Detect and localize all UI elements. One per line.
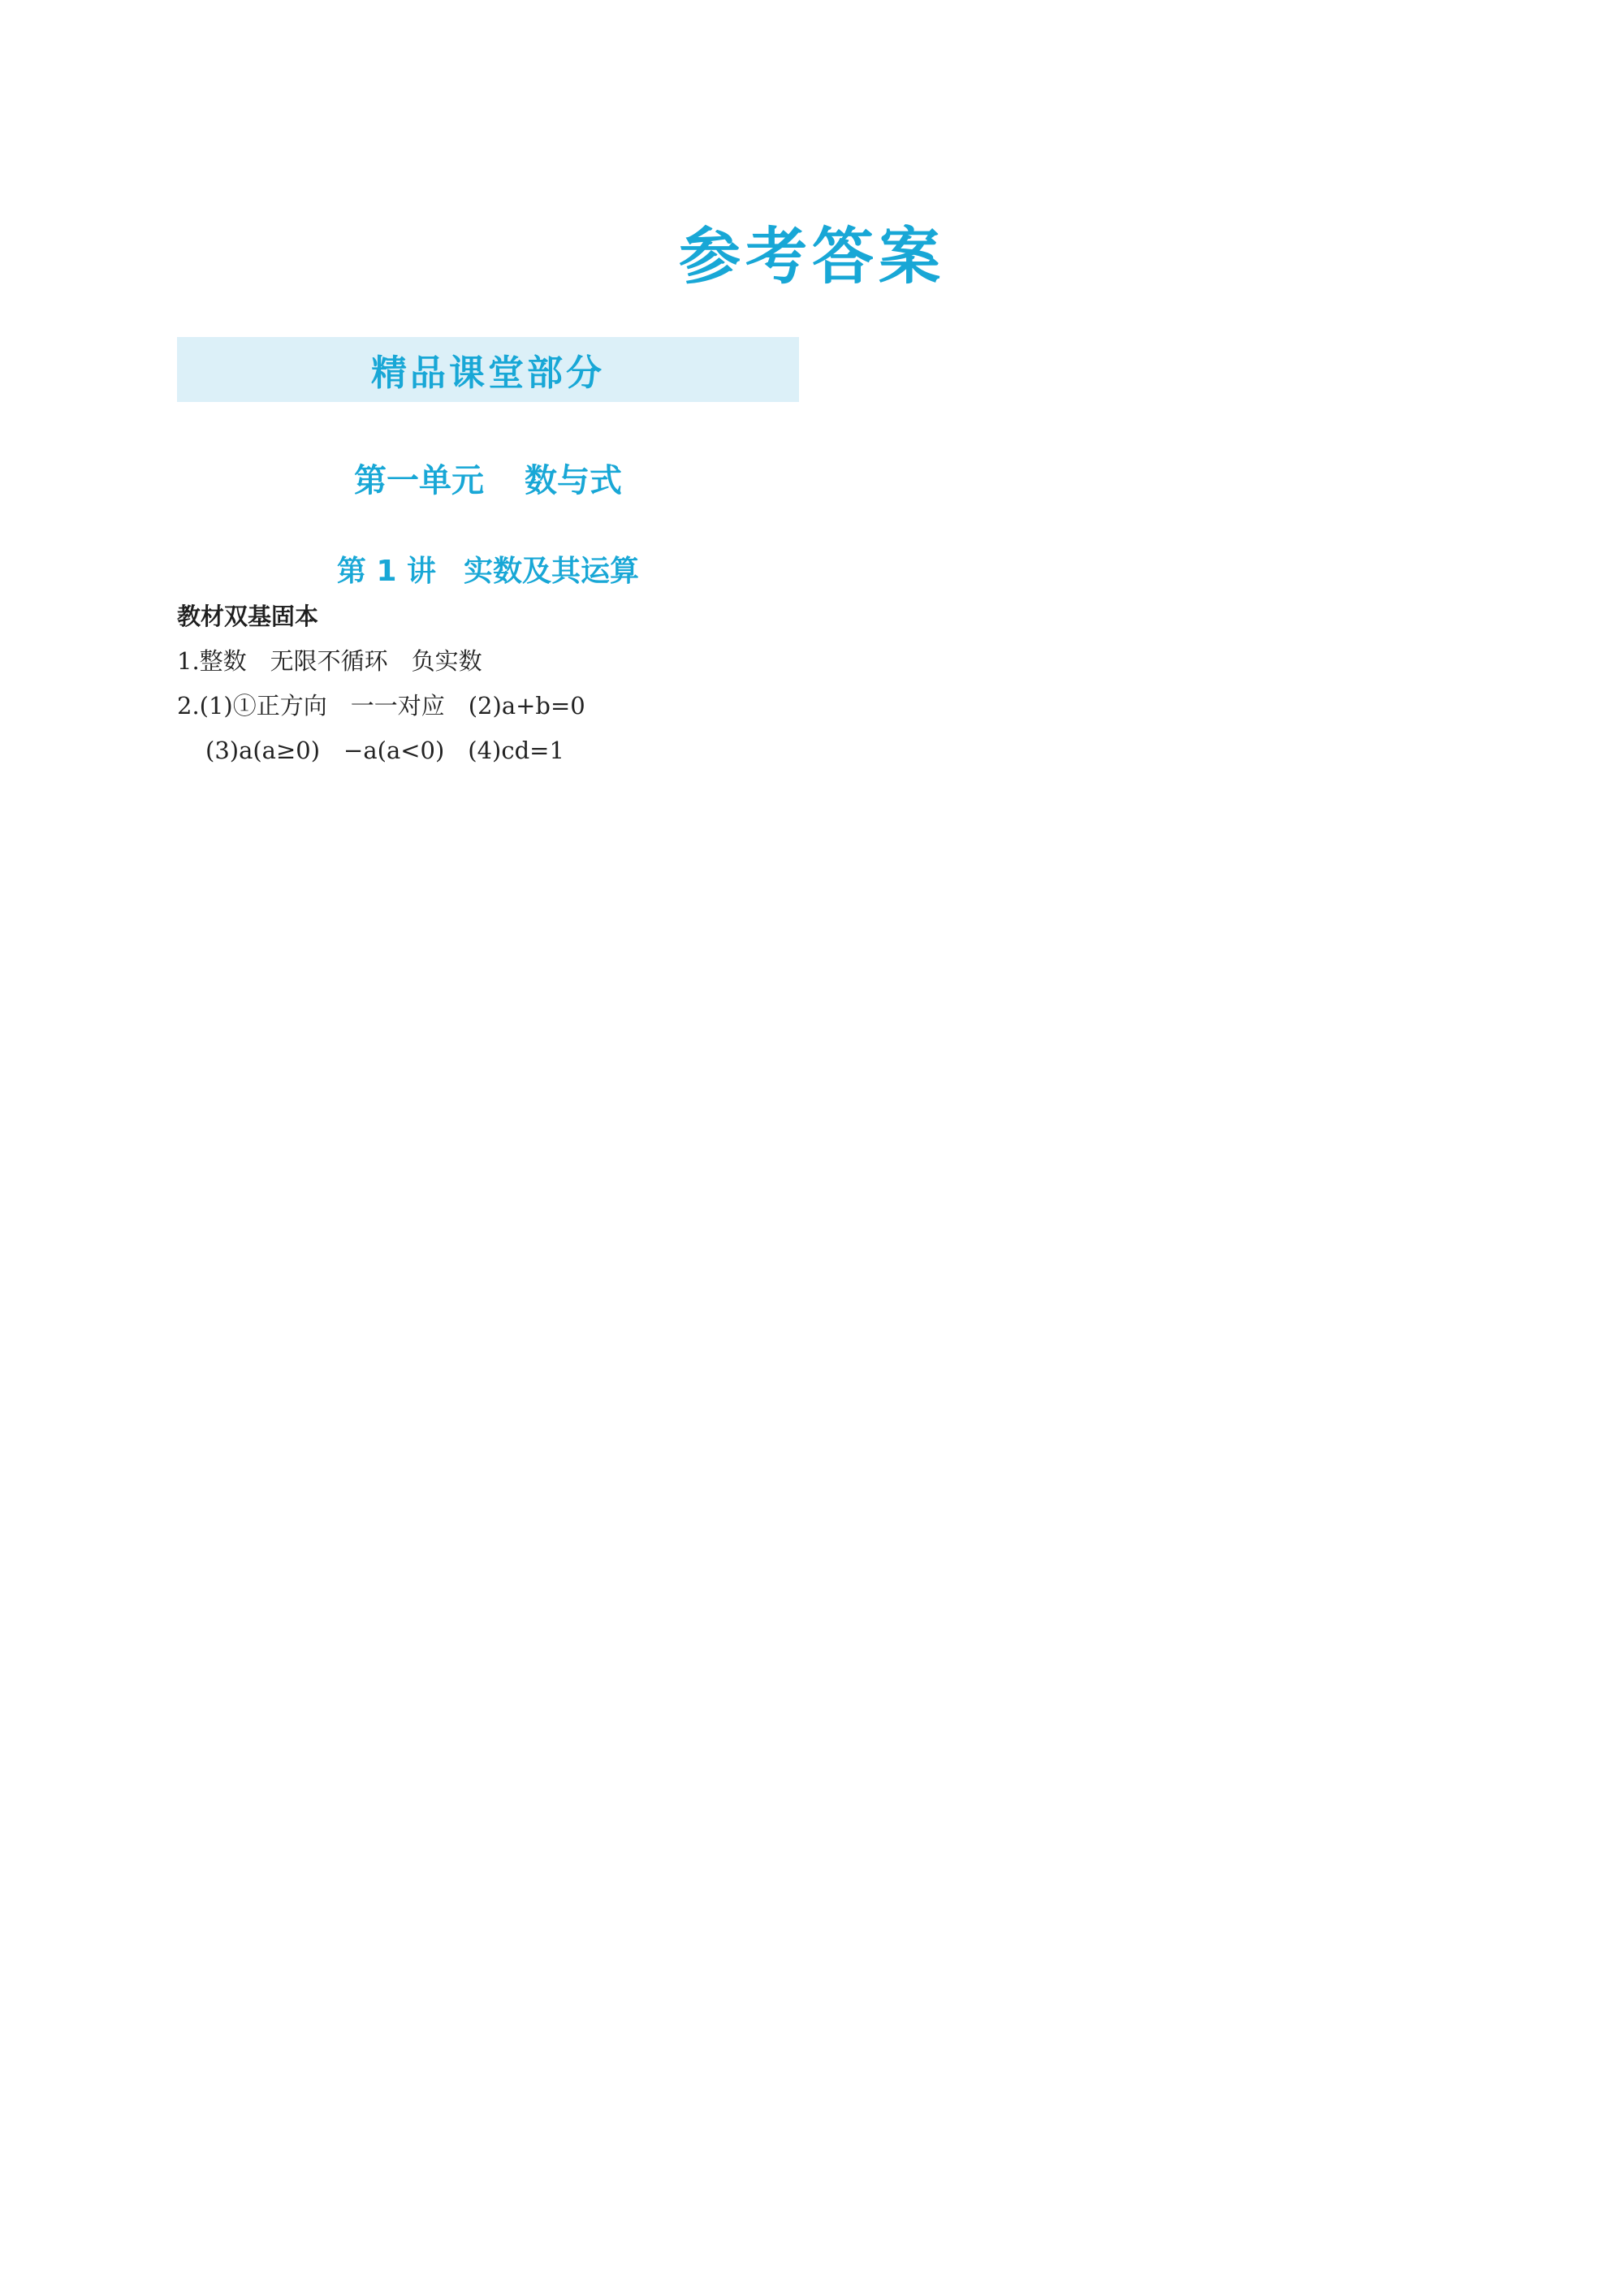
section-title: 精品课堂部分 [371,352,605,394]
section-banner [177,337,799,402]
page-title: 参考答案 [679,220,945,292]
unit-heading [177,455,799,501]
lecture-number: 第 1 讲 [336,555,437,588]
answer-1: 1.整数 无限不循环 负实数 [177,647,482,675]
unit-prefix: 第一单元 [354,462,484,499]
answer-2: 2.(1)①正方向 一一对应 (2)a+b=0 [177,692,585,720]
unit-name: 数与式 [525,462,622,499]
basics-heading: 教材双基固本 [177,603,319,630]
lecture-1-heading [177,548,799,590]
lecture-title: 实数及其运算 [464,555,640,588]
answer-2-cont: (3)a(a≥0) −a(a<0) (4)cd=1 [205,737,564,764]
